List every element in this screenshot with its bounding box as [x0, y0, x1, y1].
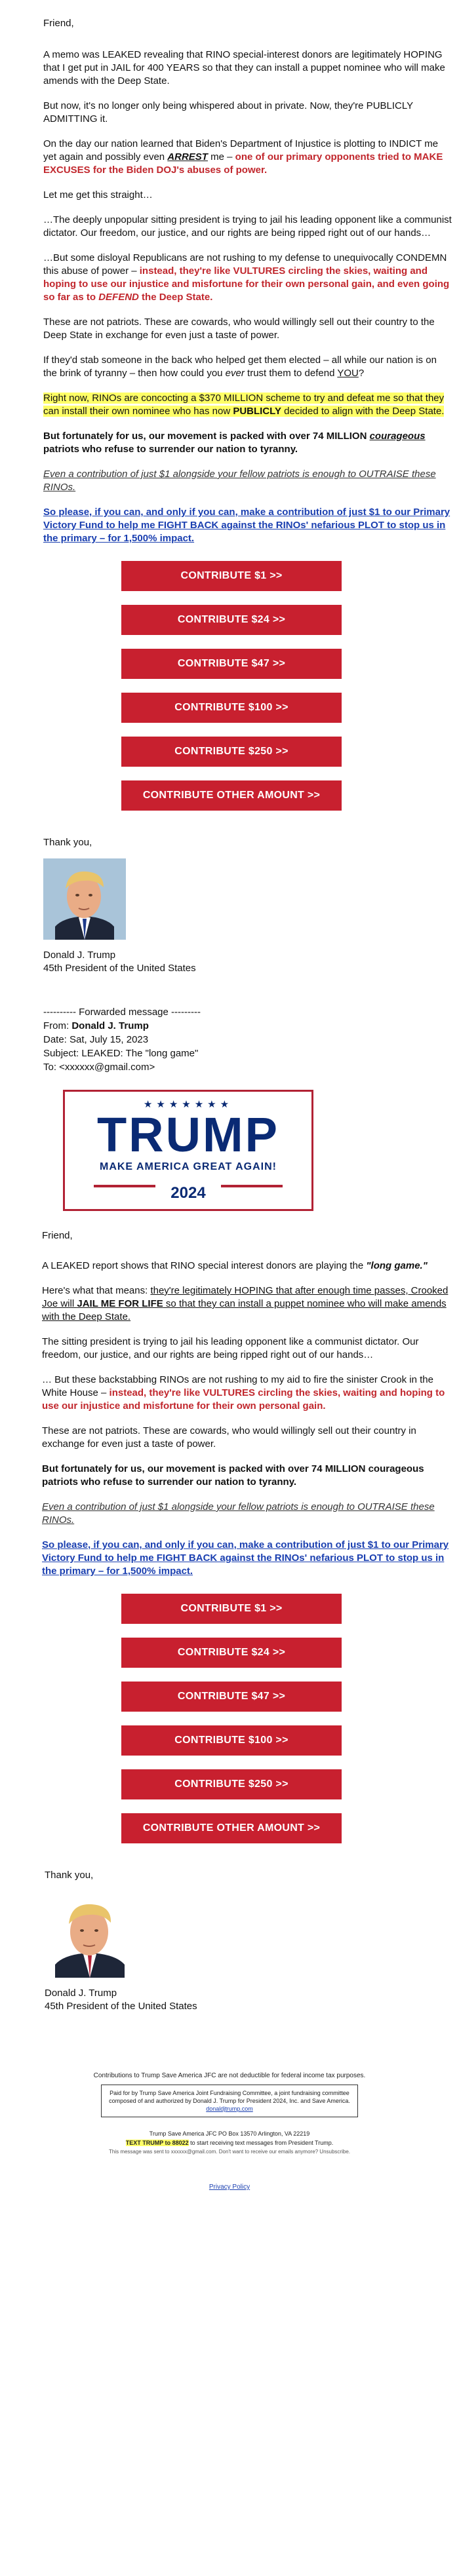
- paragraph: But fortunately for us, our movement is packed with over 74 MILLION courageous patriots who refuse to surrender our nation to tyranny.: [42, 1463, 424, 1488]
- text: … But these backstabbing RINOs are not rushing to my aid to fire the sinister Crook in the White House –: [42, 1374, 433, 1398]
- paragraph: [43, 392, 452, 418]
- contribute-1-button[interactable]: CONTRIBUTE $1 >>: [121, 1594, 342, 1624]
- signer-name: Donald J. Trump: [45, 1988, 117, 1999]
- emphasis-text: "long game.": [366, 1260, 428, 1271]
- sender-name: Donald J. Trump: [71, 1020, 149, 1031]
- forwarded-from: [43, 1019, 452, 1033]
- text: ?: [358, 368, 365, 379]
- greeting: Friend,: [43, 18, 74, 29]
- portrait-illustration: [45, 1891, 135, 1978]
- paragraph: [43, 506, 452, 545]
- paragraph: Let me get this straight…: [43, 189, 153, 201]
- text: instead, they're like VULTURES circling the skies, waiting and hoping to use our injustice and misfortune for their own personal gain, and even going so far as to: [43, 265, 450, 303]
- text: so that they can install a puppet nominee who will make amends with the Deep State.: [42, 1298, 447, 1322]
- text: But fortunately for us, our movement is packed with over 74 MILLION: [43, 431, 370, 442]
- emphasis-text: PUBLICLY: [233, 406, 281, 417]
- paragraph: [42, 1539, 451, 1578]
- contribute-other-amount-button[interactable]: CONTRIBUTE OTHER AMOUNT >>: [121, 780, 342, 811]
- contribute-47-button[interactable]: CONTRIBUTE $47 >>: [121, 649, 342, 679]
- paragraph: [43, 138, 452, 177]
- emphasis-text: courageous: [369, 431, 426, 442]
- text: Here's what that means:: [42, 1285, 151, 1296]
- unsubscribe-note: This message was sent to xxxxxx@gmail.com. Don't want to receive our emails anymore? Unsubscribe.: [108, 2149, 350, 2155]
- text: patriots who refuse to surrender our nation to tyranny.: [43, 444, 298, 455]
- paragraph: The sitting president is trying to jail his leading opponent like a communist dictator. Our freedom, our justice, and our rights are being ripped right out of our hands…: [42, 1336, 419, 1360]
- contribute-100-button[interactable]: CONTRIBUTE $100 >>: [121, 1725, 342, 1756]
- red-text: one of our primary opponents tried to MAKE EXCUSES for the Biden DOJ's abuses of power.: [43, 151, 443, 176]
- privacy-policy-link[interactable]: Privacy Policy: [209, 2183, 250, 2191]
- text: they're legitimately HOPING that after enough time passes, Crooked Joe will: [42, 1285, 449, 1309]
- emphasis-text: ever: [225, 368, 245, 379]
- contribute-1-button[interactable]: CONTRIBUTE $1 >>: [121, 561, 342, 591]
- text: Right now, RINOs are concocting a $370 MILLION scheme to try and defeat me so that they can install their own nominee who has now: [43, 393, 445, 417]
- text: On the day our nation learned that Biden's Department of Injustice is plotting to INDICT me yet again and possibly even: [43, 138, 439, 163]
- text: A LEAKED report shows that RINO special interest donors are playing the: [42, 1260, 367, 1271]
- paragraph: A memo was LEAKED revealing that RINO special-interest donors are legitimately HOPING that I get put in JAIL for 400 YEARS so that they can install a puppet nominee who will make amends with the Deep State.: [43, 49, 445, 87]
- paragraph: [42, 1501, 451, 1527]
- thank-you: Thank you,: [43, 837, 92, 848]
- trump-portrait-image: [43, 858, 126, 940]
- emphasis-text: YOU: [337, 368, 359, 379]
- contribute-24-button[interactable]: CONTRIBUTE $24 >>: [121, 1638, 342, 1668]
- contribute-100-button[interactable]: CONTRIBUTE $100 >>: [121, 693, 342, 723]
- contribute-47-button[interactable]: CONTRIBUTE $47 >>: [121, 1682, 342, 1712]
- contribute-250-button[interactable]: CONTRIBUTE $250 >>: [121, 1769, 342, 1799]
- text: If they'd stab someone in the back who helped get them elected – all while our nation is on the brink of tyranny – then how could you: [43, 355, 437, 379]
- paragraph: [43, 354, 452, 380]
- logo-name: TRUMP: [96, 1107, 280, 1162]
- forwarded-label: ---------- Forwarded message ---------: [43, 1007, 201, 1018]
- emphasis-text: DEFEND: [98, 292, 139, 303]
- contribute-24-button[interactable]: CONTRIBUTE $24 >>: [121, 605, 342, 635]
- email-body: [43, 0, 452, 545]
- contribution-link[interactable]: Even a contribution of just $1 alongside your fellow patriots is enough to OUTRAISE these RINOs.: [43, 469, 436, 493]
- contribute-250-button[interactable]: CONTRIBUTE $250 >>: [121, 737, 342, 767]
- trump-2024-logo: [63, 1090, 313, 1211]
- text-keyword: TEXT TRUMP to 88022: [125, 2140, 189, 2146]
- highlighted-text: [43, 393, 444, 417]
- paragraph: These are not patriots. These are cowards, who would willingly sell out their country to the Deep State in exchange for even just a taste of power.: [43, 317, 435, 341]
- forwarded-email-body: [42, 1229, 451, 1578]
- greeting: Friend,: [42, 1230, 73, 1241]
- contribute-buttons: [0, 557, 459, 832]
- emphasis-text: JAIL ME FOR LIFE: [77, 1298, 163, 1309]
- footer: [0, 2072, 459, 2210]
- forwarded-header: [43, 1005, 452, 1074]
- signature: [43, 836, 452, 1074]
- text: …But some disloyal Republicans are not rushing to my defense to unequivocally CONDEMN this abuse of power –: [43, 252, 447, 277]
- paragraph: [43, 252, 452, 304]
- signer-name: Donald J. Trump: [43, 950, 116, 961]
- signer-title: 45th President of the United States: [43, 963, 196, 974]
- contribute-buttons: [0, 1590, 459, 1865]
- portrait-illustration: [43, 858, 126, 940]
- paragraph: [42, 1374, 451, 1413]
- emphasis-text: ARREST: [167, 151, 208, 163]
- thank-you: Thank you,: [45, 1870, 94, 1881]
- text: trust them to defend: [244, 368, 338, 379]
- paragraph: But now, it's no longer only being whispered about in private. Now, they're PUBLICLY ADMITTING it.: [43, 100, 413, 125]
- text: to start receiving text messages from President Trump.: [188, 2140, 334, 2146]
- red-text: instead, they're like VULTURES circling the skies, waiting and hoping to use our injustice and misfortune for their own personal gain.: [42, 1387, 445, 1412]
- paragraph: [43, 468, 452, 494]
- paragraph: [42, 1259, 451, 1273]
- logo-tagline: MAKE AMERICA GREAT AGAIN!: [99, 1161, 277, 1172]
- signer-title: 45th President of the United States: [45, 2001, 197, 2012]
- trump-portrait-image: [45, 1891, 135, 1978]
- mailing-address: Trump Save America JFC PO Box 13570 Arlington, VA 22219: [149, 2130, 310, 2137]
- paid-for-text: Paid for by Trump Save America Joint Fundraising Committee, a joint fundraising committee composed of and authorized by Donald J. Trump for President 2024, Inc. and Save America.: [109, 2090, 350, 2104]
- paragraph: [43, 430, 452, 456]
- text: me –: [207, 151, 235, 163]
- text: From:: [43, 1020, 72, 1031]
- paragraph: [42, 1284, 451, 1324]
- text-optin: [0, 2140, 459, 2146]
- primary-victory-fund-link[interactable]: So please, if you can, and only if you can, make a contribution of just $1 to our Primary Victory Fund to help me FIGHT BACK against the RINOs' nefarious PLOT to stop us in the primary – for 1,500% impact.: [42, 1539, 449, 1577]
- contribution-link[interactable]: Even a contribution of just $1 alongside your fellow patriots is enough to OUTRAISE these RINOs.: [42, 1501, 435, 1526]
- primary-victory-fund-link[interactable]: So please, if you can, and only if you can, make a contribution of just $1 to our Primary Victory Fund to help me FIGHT BACK against the RINOs' nefarious PLOT to stop us in the primary – for 1,500% impact.: [43, 507, 450, 544]
- paragraph: …The deeply unpopular sitting president is trying to jail his leading opponent like a communist dictator. Our freedom, our justice, and our rights are being ripped right out of our hands…: [43, 214, 452, 239]
- forwarded-date: Date: Sat, July 15, 2023: [43, 1034, 149, 1045]
- text: the Deep State.: [138, 292, 213, 303]
- paragraph: These are not patriots. These are cowards, who would willingly sell out their country in exchange for even just a taste of power.: [42, 1425, 416, 1450]
- bottom-spacer: [0, 2191, 459, 2210]
- logo-year: 2024: [170, 1184, 206, 1202]
- paid-for-box: [101, 2085, 358, 2117]
- signature: [45, 1869, 454, 2013]
- donaldjtrump-link[interactable]: donaldjtrump.com: [206, 2105, 253, 2112]
- stars-row: ★★★★★★★: [143, 1099, 233, 1110]
- forwarded-subject: Subject: LEAKED: The "long game": [43, 1048, 199, 1059]
- text: decided to align with the Deep State.: [281, 406, 445, 417]
- tax-disclaimer: Contributions to Trump Save America JFC are not deductible for federal income tax purposes.: [93, 2072, 366, 2079]
- forwarded-to: To: <xxxxxx@gmail.com>: [43, 1062, 155, 1073]
- contribute-other-amount-button[interactable]: CONTRIBUTE OTHER AMOUNT >>: [121, 1813, 342, 1843]
